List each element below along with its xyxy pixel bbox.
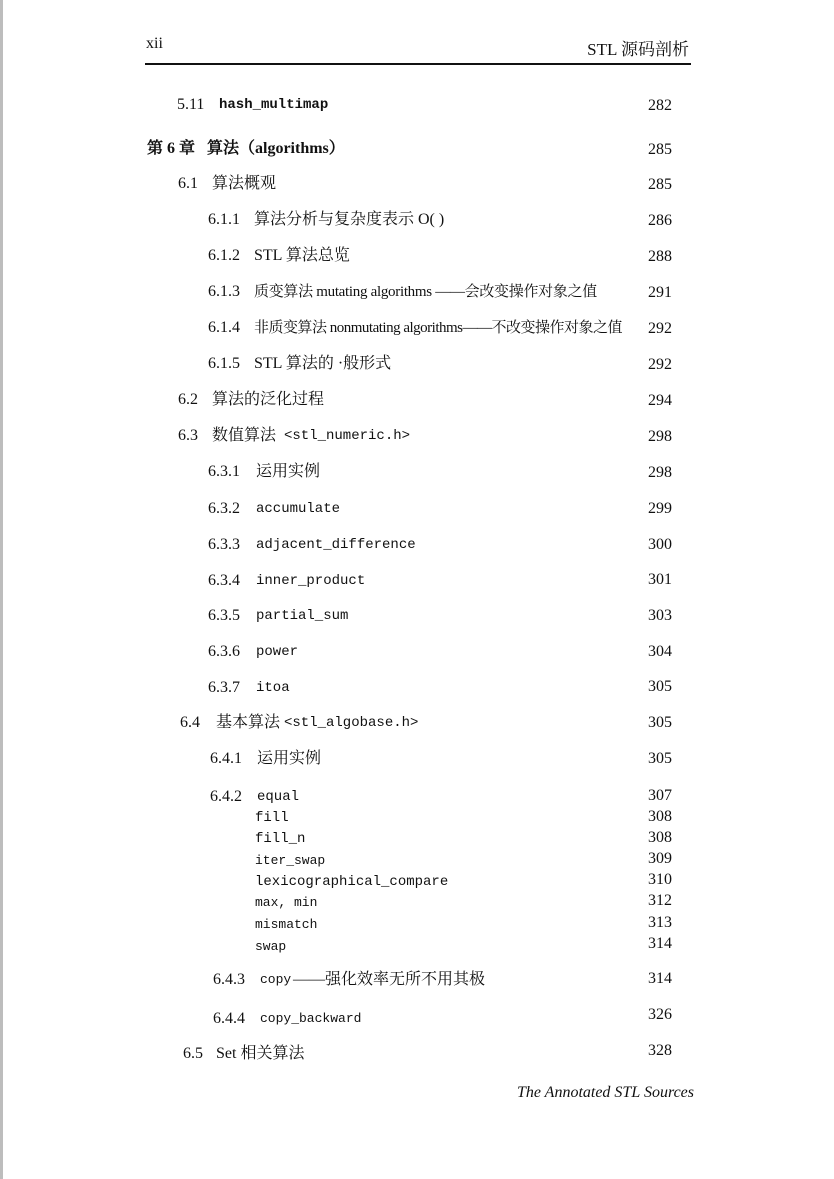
- section-title: itoa: [256, 680, 290, 696]
- function-name: fill: [255, 810, 289, 826]
- function-name: lexicographical_compare: [255, 874, 449, 890]
- page-number: 282: [648, 97, 672, 114]
- page-edge: [0, 0, 3, 1179]
- section-subtitle: ——强化效率无所不用其极: [293, 971, 486, 988]
- running-header-page-number: xii: [146, 35, 163, 52]
- section-number: 6.3.1: [208, 463, 240, 480]
- section-number: 6.3.5: [208, 607, 240, 624]
- header-rule: [145, 63, 691, 65]
- function-name: mismatch: [255, 917, 318, 932]
- page-number: 286: [648, 212, 672, 229]
- section-number: 6.1.1: [208, 211, 240, 228]
- page-number: 294: [648, 392, 672, 409]
- section-number: 6.1.3: [208, 283, 240, 300]
- section-number: 6.3.3: [208, 536, 240, 553]
- page-number: 305: [648, 750, 672, 767]
- page-number: 304: [648, 643, 672, 660]
- section-number: 6.4.4: [213, 1010, 245, 1027]
- function-name: fill_n: [255, 831, 306, 847]
- page-number: 328: [648, 1042, 672, 1059]
- section-title: 算法分析与复杂度表示 O( ): [254, 211, 445, 228]
- section-title: accumulate: [256, 501, 341, 517]
- page-number: 308: [648, 808, 672, 825]
- page-number: 314: [648, 935, 672, 952]
- page-number: 312: [648, 892, 672, 909]
- page-number: 291: [648, 284, 672, 301]
- page-number: 308: [648, 829, 672, 846]
- page-number: 298: [648, 464, 672, 481]
- page-number: 292: [648, 320, 672, 337]
- section-number: 6.1.5: [208, 355, 240, 372]
- section-title: 数值算法: [212, 427, 277, 444]
- page-number: 303: [648, 607, 672, 624]
- section-title: 基本算法: [216, 714, 281, 731]
- section-number: 6.5: [183, 1045, 203, 1062]
- section-number: 6.4.1: [210, 750, 242, 767]
- header-file-name: <stl_numeric.h>: [284, 428, 411, 444]
- page-number: 292: [648, 356, 672, 373]
- section-title: inner_product: [256, 573, 366, 589]
- page-number: 313: [648, 914, 672, 931]
- section-number: 6.4.3: [213, 971, 245, 988]
- section-number: 6.3.6: [208, 643, 240, 660]
- section-number: 5.11: [177, 96, 205, 113]
- chapter-number: 第 6 章: [147, 140, 196, 157]
- page-number: 299: [648, 500, 672, 517]
- page-number: 285: [648, 141, 672, 158]
- header-file-name: <stl_algobase.h>: [284, 715, 419, 731]
- page-number: 305: [648, 678, 672, 695]
- section-number: 6.3.4: [208, 572, 240, 589]
- page-number: 309: [648, 850, 672, 867]
- section-title: 算法概观: [212, 175, 277, 192]
- running-header-book-title: STL 源码剖析: [587, 40, 689, 59]
- section-number: 6.2: [178, 391, 198, 408]
- running-footer: The Annotated STL Sources: [516, 1084, 694, 1101]
- section-number: 6.3.2: [208, 500, 240, 517]
- section-number: 6.1.4: [208, 319, 240, 336]
- function-name: max, min: [255, 895, 318, 910]
- section-title: hash_multimap: [219, 97, 329, 113]
- page-number: 301: [648, 571, 672, 588]
- page-number: 326: [648, 1006, 672, 1023]
- section-number: 6.1: [178, 175, 198, 192]
- section-number: 6.3.7: [208, 679, 240, 696]
- page-number: 285: [648, 176, 672, 193]
- section-title: 运用实例: [256, 463, 321, 480]
- section-title: STL 算法的 ·般形式: [254, 355, 392, 372]
- page-number: 310: [648, 871, 672, 888]
- chapter-title: 算法（algorithms）: [207, 140, 345, 157]
- section-title: 算法的泛化过程: [212, 391, 325, 408]
- page-number: 307: [648, 787, 672, 804]
- section-number: 6.4.2: [210, 788, 242, 805]
- section-title: 质变算法 mutating algorithms ——会改变操作对象之值: [254, 284, 597, 300]
- page-number: 314: [648, 970, 672, 987]
- section-number: 6.1.2: [208, 247, 240, 264]
- section-title: partial_sum: [256, 608, 349, 624]
- section-number: 6.3: [178, 427, 198, 444]
- section-title: equal: [257, 789, 300, 805]
- function-name: swap: [255, 939, 287, 954]
- section-title: copy_backward: [260, 1011, 362, 1026]
- function-name: iter_swap: [255, 853, 326, 868]
- section-title: 运用实例: [257, 750, 322, 767]
- page-number: 288: [648, 248, 672, 265]
- page-number: 305: [648, 714, 672, 731]
- page-number: 298: [648, 428, 672, 445]
- section-title: STL 算法总览: [254, 247, 350, 264]
- page-number: 300: [648, 536, 672, 553]
- section-title: copy: [260, 972, 292, 987]
- section-title: power: [256, 644, 299, 660]
- section-title: adjacent_difference: [256, 537, 416, 553]
- section-title: 非质变算法 nonmutating algorithms——不改变操作对象之值: [254, 320, 622, 336]
- section-title: Set 相关算法: [216, 1045, 305, 1062]
- section-number: 6.4: [180, 714, 200, 731]
